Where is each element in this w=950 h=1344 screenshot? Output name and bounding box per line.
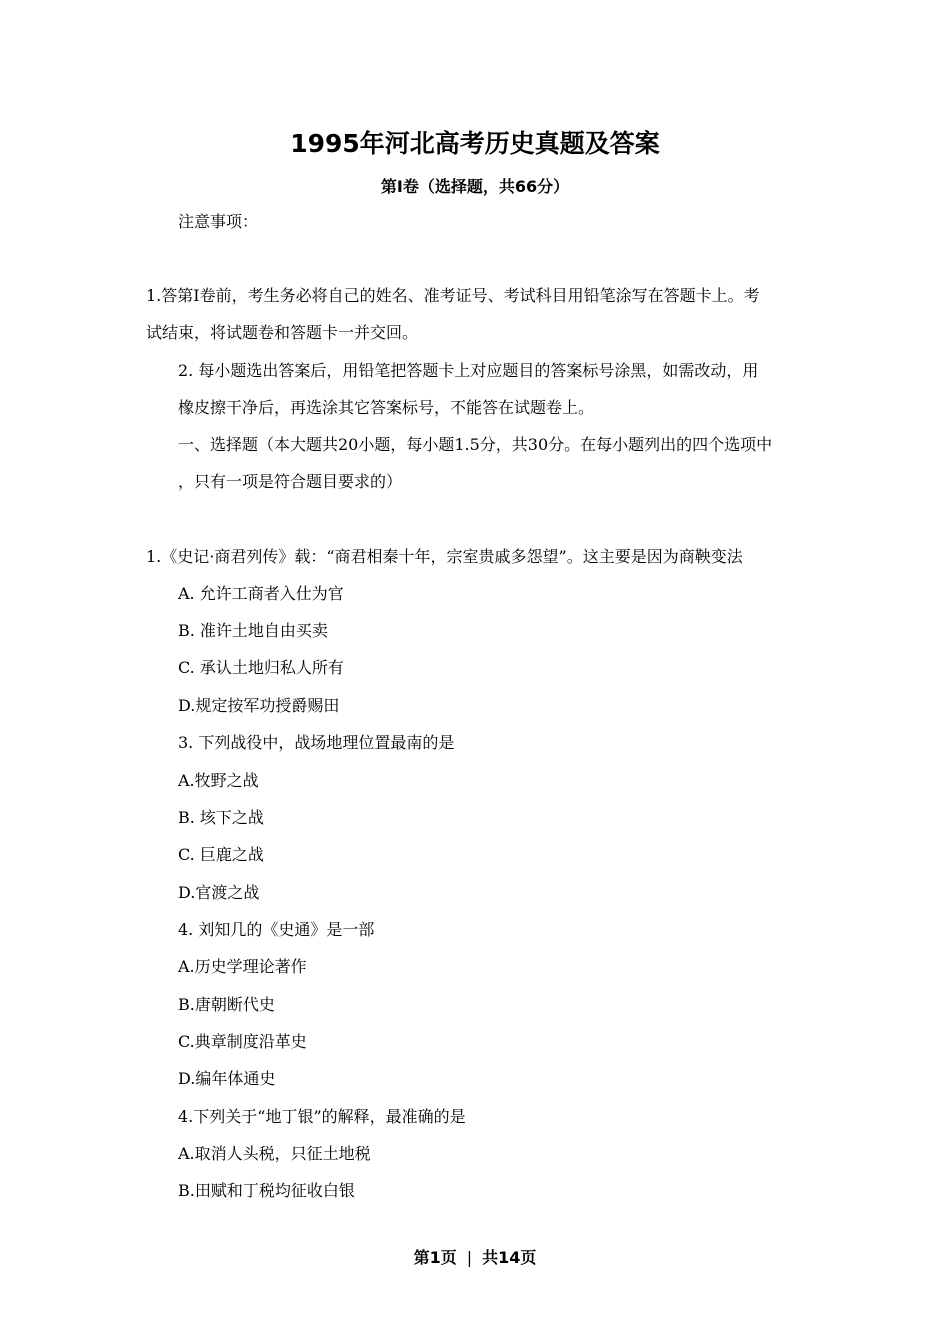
question-4-option-d: D.编年体通史 bbox=[178, 1069, 276, 1088]
notice-item-2-line-2: 橡皮擦干净后，再选涂其它答案标号，不能答在试题卷上。 bbox=[178, 398, 595, 417]
notice-item-1-line-1: 1.答第Ⅰ卷前，考生务必将自己的姓名、准考证号、考试科目用铅笔涂写在答题卡上。考 bbox=[146, 286, 760, 305]
footer-separator: | bbox=[466, 1248, 473, 1267]
question-1-stem: 1.《史记·商君列传》载：“商君相秦十年，宗室贵戚多怨望”。这主要是因为商鞅变法 bbox=[146, 547, 743, 566]
question-1-option-d: D.规定按军功授爵赐田 bbox=[178, 696, 340, 715]
section-instructions-line-1: 一、选择题（本大题共20小题，每小题1.5分，共30分。在每小题列出的四个选项中 bbox=[178, 435, 773, 454]
notice-item-1-line-2: 试结束，将试题卷和答题卡一并交回。 bbox=[146, 323, 419, 342]
page-footer bbox=[0, 1245, 950, 1268]
question-4-option-b: B.唐朝断代史 bbox=[178, 995, 275, 1014]
question-3-stem: 3. 下列战役中，战场地理位置最南的是 bbox=[178, 733, 455, 752]
question-1-option-c: C. 承认土地归私人所有 bbox=[178, 658, 344, 677]
notice-heading: 注意事项： bbox=[178, 212, 259, 231]
question-4b-option-b: B.田赋和丁税均征收白银 bbox=[178, 1181, 355, 1200]
section-instructions-line-2: ，只有一项是符合题目要求的） bbox=[178, 472, 403, 491]
question-3-option-d: D.官渡之战 bbox=[178, 883, 260, 902]
question-4-stem: 4. 刘知几的《史通》是一部 bbox=[178, 920, 375, 939]
question-4-option-a: A.历史学理论著作 bbox=[178, 957, 307, 976]
question-4-option-c: C.典章制度沿革史 bbox=[178, 1032, 307, 1051]
question-4b-option-a: A.取消人头税，只征土地税 bbox=[178, 1144, 371, 1163]
page-number: 第1页 bbox=[413, 1248, 457, 1267]
question-1-option-a: A. 允许工商者入仕为官 bbox=[178, 584, 344, 603]
page-total: 共14页 bbox=[482, 1248, 537, 1267]
question-3-option-b: B. 垓下之战 bbox=[178, 808, 264, 827]
document-subtitle: 第Ⅰ卷（选择题，共66分） bbox=[380, 177, 570, 196]
document-title: 1995年河北高考历史真题及答案 bbox=[290, 129, 660, 158]
question-4b-stem: 4.下列关于“地丁银”的解释，最准确的是 bbox=[178, 1107, 466, 1126]
notice-item-2-line-1: 2. 每小题选出答案后，用铅笔把答题卡上对应题目的答案标号涂黑，如需改动，用 bbox=[178, 361, 759, 380]
question-3-option-a: A.牧野之战 bbox=[178, 771, 259, 790]
question-1-option-b: B. 准许土地自由买卖 bbox=[178, 621, 328, 640]
question-3-option-c: C. 巨鹿之战 bbox=[178, 845, 264, 864]
